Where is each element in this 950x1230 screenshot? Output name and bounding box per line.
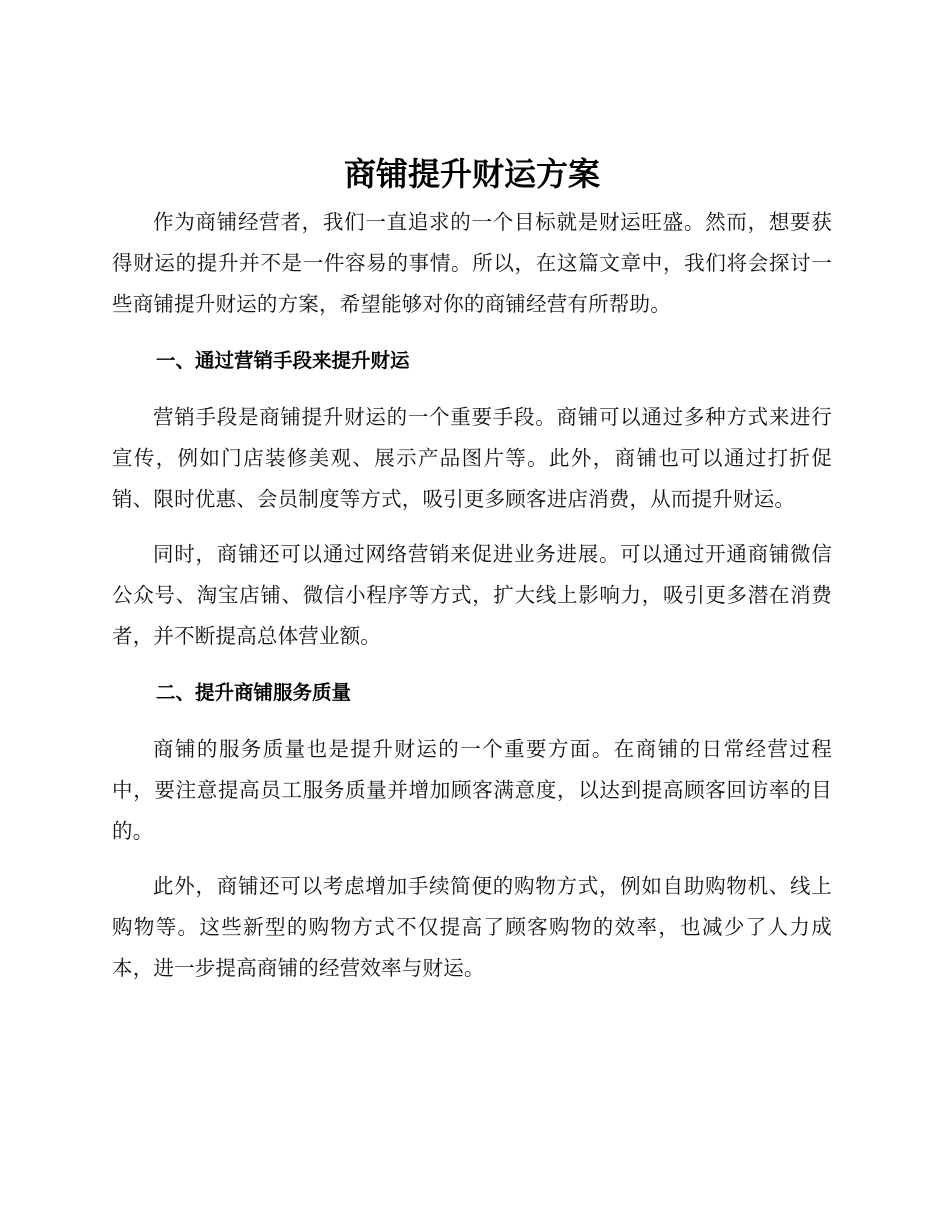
document-body <box>112 152 832 989</box>
document-title: 商铺提升财运方案 <box>343 155 600 193</box>
section-2-paragraph-1: 商铺的服务质量也是提升财运的一个重要方面。在商铺的日常经营过程中，要注意提高员工服务质量并增加顾客满意度，以达到提高顾客回访率的目的。 <box>112 737 832 843</box>
section-1-paragraph-2: 同时，商铺还可以通过网络营销来促进业务进展。可以通过开通商铺微信公众号、淘宝店铺、微信小程序等方式，扩大线上影响力，吸引更多潜在消费者，并不断提高总体营业额。 <box>112 542 832 648</box>
section-1-paragraph-1: 营销手段是商铺提升财运的一个重要手段。商铺可以通过多种方式来进行宣传，例如门店装修美观、展示产品图片等。此外，商铺也可以通过打折促销、限时优惠、会员制度等方式，吸引更多顾客进店消费，从而提升财运。 <box>112 405 832 511</box>
section-heading-marketing: 一、通过营销手段来提升财运 <box>156 349 410 372</box>
section-2-paragraph-2: 此外，商铺还可以考虑增加手续简便的购物方式，例如自助购物机、线上购物等。这些新型的购物方式不仅提高了顾客购物的效率，也减少了人力成本，进一步提高商铺的经营效率与财运。 <box>112 874 832 980</box>
intro-paragraph: 作为商铺经营者，我们一直追求的一个目标就是财运旺盛。然而，想要获得财运的提升并不是一件容易的事情。所以，在这篇文章中，我们将会探讨一些商铺提升财运的方案，希望能够对你的商铺经营有所帮助。 <box>112 210 832 316</box>
section-heading-service-quality: 二、提升商铺服务质量 <box>156 681 352 704</box>
